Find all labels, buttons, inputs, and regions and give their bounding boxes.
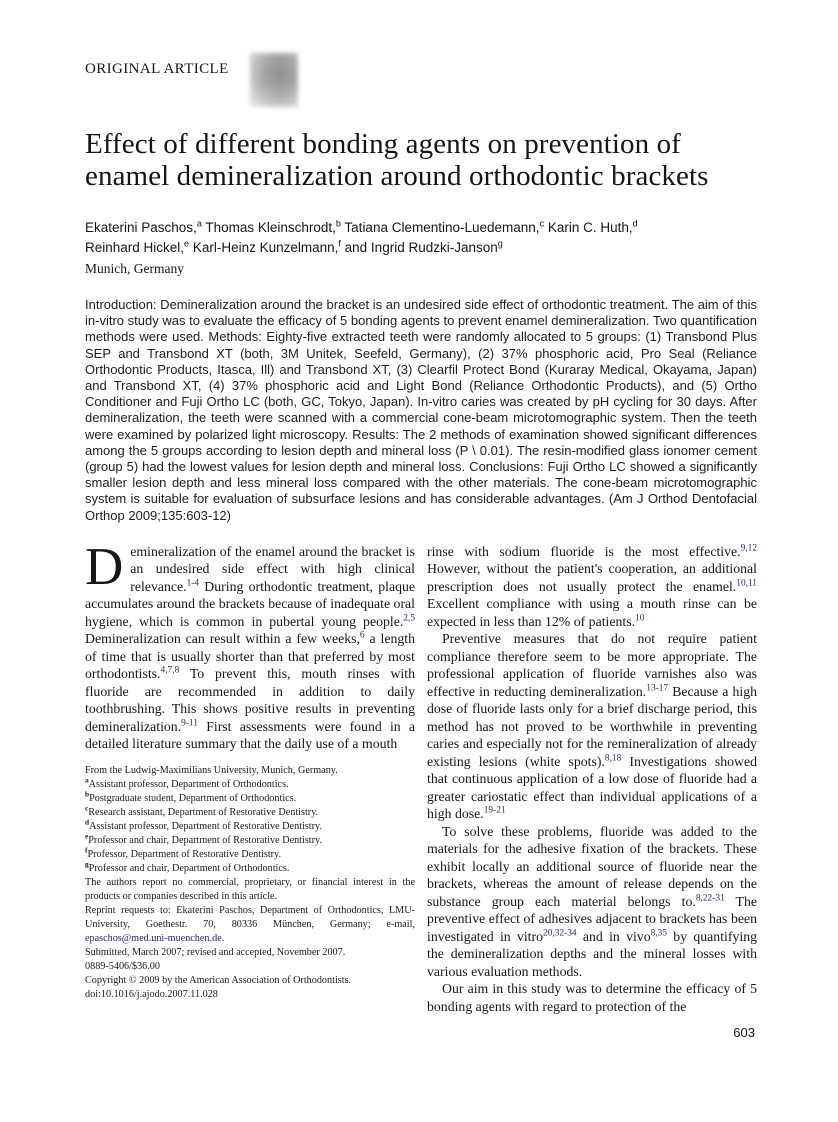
column-right <box>427 543 757 1041</box>
reference-citation[interactable]: 8,18 <box>604 753 622 764</box>
superscript-marker: a <box>196 218 202 229</box>
author-line-1: Ekaterini Paschos,$^a$ Thomas Kleinschrodt,$^b$ Tatiana Clementino-Luedemann,$^c$ Karin C. Huth,$^d$ <box>85 218 638 235</box>
reference-citation[interactable]: 2,5 <box>403 613 415 624</box>
footnote-line: doi:10.1016/j.ajodo.2007.11.028 <box>85 988 218 1000</box>
email-link[interactable]: epaschos@med.uni-muenchen.de <box>85 932 222 944</box>
superscript-marker: c <box>539 218 545 229</box>
superscript-marker: a <box>85 775 89 785</box>
author-list <box>85 218 757 258</box>
footnote-line: Submitted, March 2007; revised and accepted, November 2007. <box>85 946 346 958</box>
superscript-marker: e <box>85 831 89 841</box>
footnote-line: $^g$Professor and chair, Department of Orthodontics. <box>85 859 290 874</box>
reference-citation[interactable]: 1-4 <box>186 578 200 589</box>
reference-citation[interactable]: 8,35 <box>650 928 668 939</box>
author-location: Munich, Germany <box>85 261 184 276</box>
reference-citation[interactable]: 6 <box>359 630 365 641</box>
intro-paragraph <box>85 537 415 753</box>
footnote-line: $^a$Assistant professor, Department of Orthodontics. <box>85 775 289 790</box>
reference-citation[interactable]: 9-11 <box>181 718 198 729</box>
reference-citation[interactable]: 20,32-34 <box>543 928 577 939</box>
superscript-marker: f <box>85 845 88 855</box>
reference-citation[interactable]: 10 <box>635 613 645 624</box>
footnote-line: 0889-5406/$36.00 <box>85 960 160 972</box>
journal-logo-image <box>250 53 298 107</box>
footnote-line: $^b$Postgraduate student, Department of Orthodontics. <box>85 789 297 804</box>
page-header <box>85 55 757 107</box>
body-paragraph-2: Preventive measures that do not require patient compliance therefore seem to be more appropriate. The professional application of fluoride varnishes also was effective in reducting demineralization.$^{13-17}$ Because a high dose of fluoride lasts only for a brief discharge period, this method has not proved to be worthwhile in preventing caries and especially not for the remineralization of already existing lesions (white spots).$^{8,18}$ Investigations showed that continuous application of a low dose of fluoride had a greater cariostatic effect than individual applications of a high dose.$^{19-21}$ <box>427 631 757 822</box>
footnote-line: $^d$Assistant professor, Department of Restorative Dentistry. <box>85 817 322 832</box>
footnotes-block <box>85 764 415 1002</box>
superscript-marker: g <box>85 859 89 869</box>
abstract-paragraph: Introduction: Demineralization around the bracket is an undesired side effect of orthodontic treatment. The aim of this in-vitro study was to evaluate the efficacy of 5 bonding agents to prevent enamel demineralization. Two quantification methods were used. Methods: Eighty-five extracted teeth were randomly allocated to 5 groups: (1) Transbond Plus SEP and Transbond XT (both, 3M Unitek, Seefeld, Germany), (2) 37% phosphoric acid, Pro Seal (Reliance Orthodontic Products, Itasca, Ill) and Transbond XT, (3) Clearfil Protect Bond (Kuraray Medical, Okayama, Japan) and Transbond XT, (4) 37% phosphoric acid and Light Bond (Reliance Orthodontic Products), and (5) Ortho Conditioner and Fuji Ortho LC (both, GC, Tokyo, Japan). In-vitro caries was created by pH cycling for 30 days. After demineralization, the teeth were scanned with a commercial cone-beam microtomographic system. Then the teeth were examined by polarized light microscopy. Results: The 2 methods of examination showed significant differences among the 5 groups according to lesion depth and mineral loss (P \ 0.01). The resin-modified glass ionomer cement (group 5) had the lowest values for lesion depth and mineral loss. Conclusions: Fuji Ortho LC showed a significantly smaller lesion depth and less mineral loss compared with the other materials. The cone-beam microtomographic system is suitable for evaluation of subsurface lesions and has considerable advantages. (Am J Orthod Dentofacial Orthop 2009;135:603-12) <box>85 297 757 523</box>
intro-paragraph-text: emineralization of the enamel around the bracket is an undesired side effect with high clinical relevance.$^{1-4}$ During orthodontic treatment, plaque accumulates around the brackets because of inadequate oral hygiene, which is common in pubertal young people.$^{2,5}$ Demineralization can result within a few weeks,$^6$ a length of time that is usually shorter than that preferred by most orthodontists.$^{4,7,8}$ To prevent this, mouth rinses with fluoride are recommended in addition to daily toothbrushing. This shows positive results in preventing demineralization.$^{9-11}$ First assessments were found in a detailed literature summary that the daily use of a mouth <box>85 543 415 752</box>
body-paragraph-1: rinse with sodium fluoride is the most effective.$^{9,12}$ However, without the patient's cooperation, an additional prescription does not usually protect the enamel.$^{10,11}$ Excellent compliance with using a mouth rinse can be expected in less than 12% of patients.$^{10}$ <box>427 543 757 629</box>
drop-cap: D <box>85 537 124 596</box>
two-column-body <box>85 537 758 1041</box>
footnote-line: $^e$Professor and chair, Department of Restorative Dentistry. <box>85 831 323 846</box>
superscript-marker: b <box>85 789 90 799</box>
footnote-line: Copyright © 2009 by the American Association of Orthodontists. <box>85 974 352 986</box>
footnote-line: Reprint requests to: Ekaterini Paschos, Department of Orthodontics, LMU-University, Goethestr. 70, 80336 München, Germany; e-mail, epaschos@med.uni-muenchen.de. <box>85 904 415 944</box>
page-number: 603 <box>733 1025 755 1041</box>
section-label: ORIGINAL ARTICLE <box>85 61 229 77</box>
superscript-marker: f <box>338 238 341 249</box>
article-title: Effect of different bonding agents on prevention of enamel demineralization around orthodontic brackets <box>85 128 709 192</box>
footnote-line: From the Ludwig-Maximilians University, Munich, Germany. <box>85 764 338 776</box>
reference-citation[interactable]: 10,11 <box>736 578 757 589</box>
column-left <box>85 537 415 1041</box>
author-line-2: Reinhard Hickel,$^e$ Karl-Heinz Kunzelmann,$^f$ and Ingrid Rudzki-Janson$^g$ <box>85 238 503 255</box>
superscript-marker: b <box>335 218 341 229</box>
superscript-marker: e <box>184 238 190 249</box>
reference-citation[interactable]: 8,22-31 <box>695 893 725 904</box>
body-paragraph-3: To solve these problems, fluoride was added to the materials for the adhesive fixation of the brackets. These exhibit locally an additional source of fluoride near the brackets, whereas the amount of release depends on the substance group each material belongs to.$^{8,22-31}$ The preventive effect of adhesives adjacent to brackets has been investigated in vitro$^{20,32-34}$ and in vivo$^{8,35}$ by quantifying the demineralization depths and the mineral losses with various evaluation methods. <box>427 823 758 979</box>
superscript-marker: d <box>85 817 90 827</box>
reference-citation[interactable]: 19-21 <box>483 805 506 816</box>
superscript-marker: d <box>632 218 638 229</box>
body-paragraph-4: Our aim in this study was to determine the efficacy of 5 bonding agents with regard to protection of the <box>427 981 757 1014</box>
superscript-marker: c <box>85 803 89 813</box>
superscript-marker: g <box>497 238 503 249</box>
reference-citation[interactable]: 4,7,8 <box>160 665 180 676</box>
footnote-line: The authors report no commercial, proprietary, or financial interest in the products or companies described in this article. <box>85 876 415 902</box>
reference-citation[interactable]: 9,12 <box>740 543 757 554</box>
footnote-line: $^c$Research assistant, Department of Restorative Dentistry. <box>85 803 319 818</box>
reference-citation[interactable]: 13-17 <box>646 683 669 694</box>
footnote-line: $^f$Professor, Department of Restorative Dentistry. <box>85 845 282 860</box>
